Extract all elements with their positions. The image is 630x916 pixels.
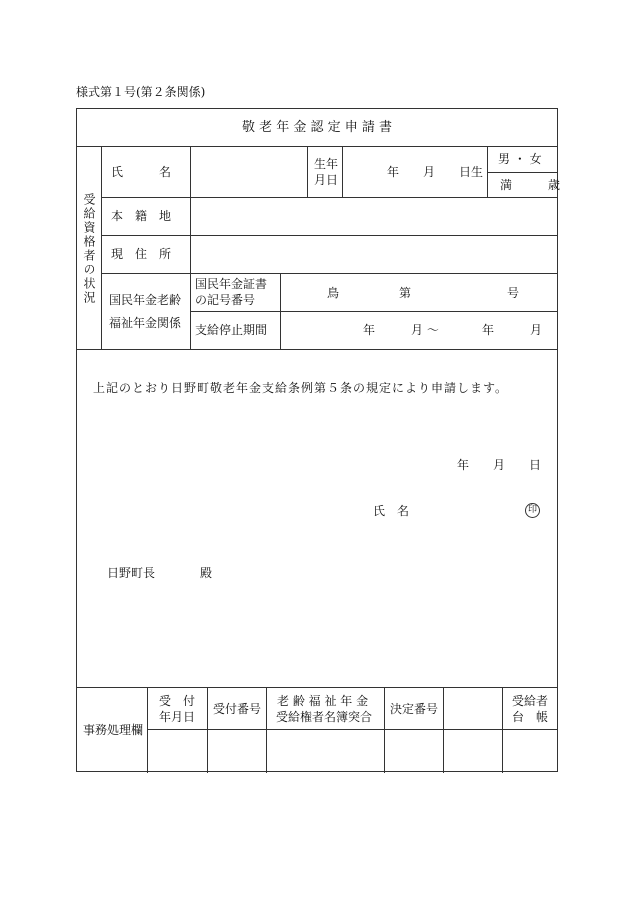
- rule: [147, 687, 148, 773]
- name-label: 氏 名: [111, 165, 172, 179]
- birth-label-1: 生年: [314, 157, 339, 171]
- rule: [342, 146, 343, 197]
- section-label: 受給資格者の状況: [82, 193, 96, 305]
- rule: [77, 687, 557, 688]
- rule: [101, 146, 102, 349]
- suspend-month-end: 月: [530, 323, 543, 337]
- rule: [266, 687, 267, 773]
- cert-label-2: の記号番号: [195, 293, 256, 307]
- address-label: 現 住 所: [111, 247, 172, 261]
- suspend-month-start: 月 〜: [411, 323, 439, 337]
- statement-text: 上記のとおり日野町敬老年金支給条例第５条の規定により申請します。: [93, 381, 509, 395]
- office-col1-line1: 受 付: [159, 694, 196, 708]
- rule: [190, 311, 557, 312]
- rule: [502, 687, 503, 773]
- honorific: 殿: [200, 566, 213, 580]
- age-field[interactable]: 満 歳: [500, 178, 561, 192]
- office-label: 事務処理欄: [83, 723, 144, 737]
- suspend-year-end: 年: [482, 323, 495, 337]
- birth-date-field[interactable]: 年 月 日生: [387, 165, 484, 179]
- application-form: [76, 108, 561, 772]
- rule: [487, 146, 488, 197]
- applicant-label: 氏 名: [373, 504, 410, 518]
- address-field[interactable]: [191, 236, 556, 272]
- rule: [487, 172, 557, 173]
- office-col2: 受付番号: [213, 702, 262, 716]
- rule: [77, 349, 557, 350]
- form-reference: 様式第１号(第２条関係): [76, 85, 206, 99]
- rule: [77, 146, 557, 147]
- rule: [384, 687, 385, 773]
- gender-option[interactable]: 男 ・ 女: [498, 152, 542, 166]
- seal-icon: 印: [525, 503, 540, 518]
- suspend-label: 支給停止期間: [195, 323, 268, 337]
- office-col3-line2: 受給権者名簿突合: [276, 710, 373, 724]
- rule: [101, 273, 557, 274]
- office-col6-line1: 受給者: [512, 694, 549, 708]
- cert-go: 号: [507, 286, 520, 300]
- rule: [443, 687, 444, 773]
- cert-dai: 第: [399, 286, 412, 300]
- office-col1-line2: 年月日: [159, 710, 196, 724]
- domicile-label: 本 籍 地: [111, 209, 172, 223]
- suspend-year-start: 年: [363, 323, 376, 337]
- rule: [280, 273, 281, 349]
- name-field[interactable]: [191, 147, 306, 196]
- cert-label-1: 国民年金証書: [195, 277, 268, 291]
- cert-prefix: 鳥: [327, 286, 340, 300]
- pension-label-2: 福祉年金関係: [109, 316, 182, 330]
- addressee: 日野町長: [107, 566, 156, 580]
- rule: [207, 687, 208, 773]
- birth-label-2: 月日: [314, 173, 339, 187]
- rule: [307, 146, 308, 197]
- office-col6-line2: 台 帳: [512, 710, 549, 724]
- office-col3-line1: 老 齢 福 祉 年 金: [277, 694, 369, 708]
- rule: [147, 729, 557, 730]
- domicile-field[interactable]: [191, 198, 556, 234]
- office-col4: 決定番号: [390, 702, 439, 716]
- form-title: 敬 老 年 金 認 定 申 請 書: [241, 120, 393, 135]
- pension-label-1: 国民年金老齢: [109, 293, 182, 307]
- date-line[interactable]: 年 月 日: [457, 458, 542, 472]
